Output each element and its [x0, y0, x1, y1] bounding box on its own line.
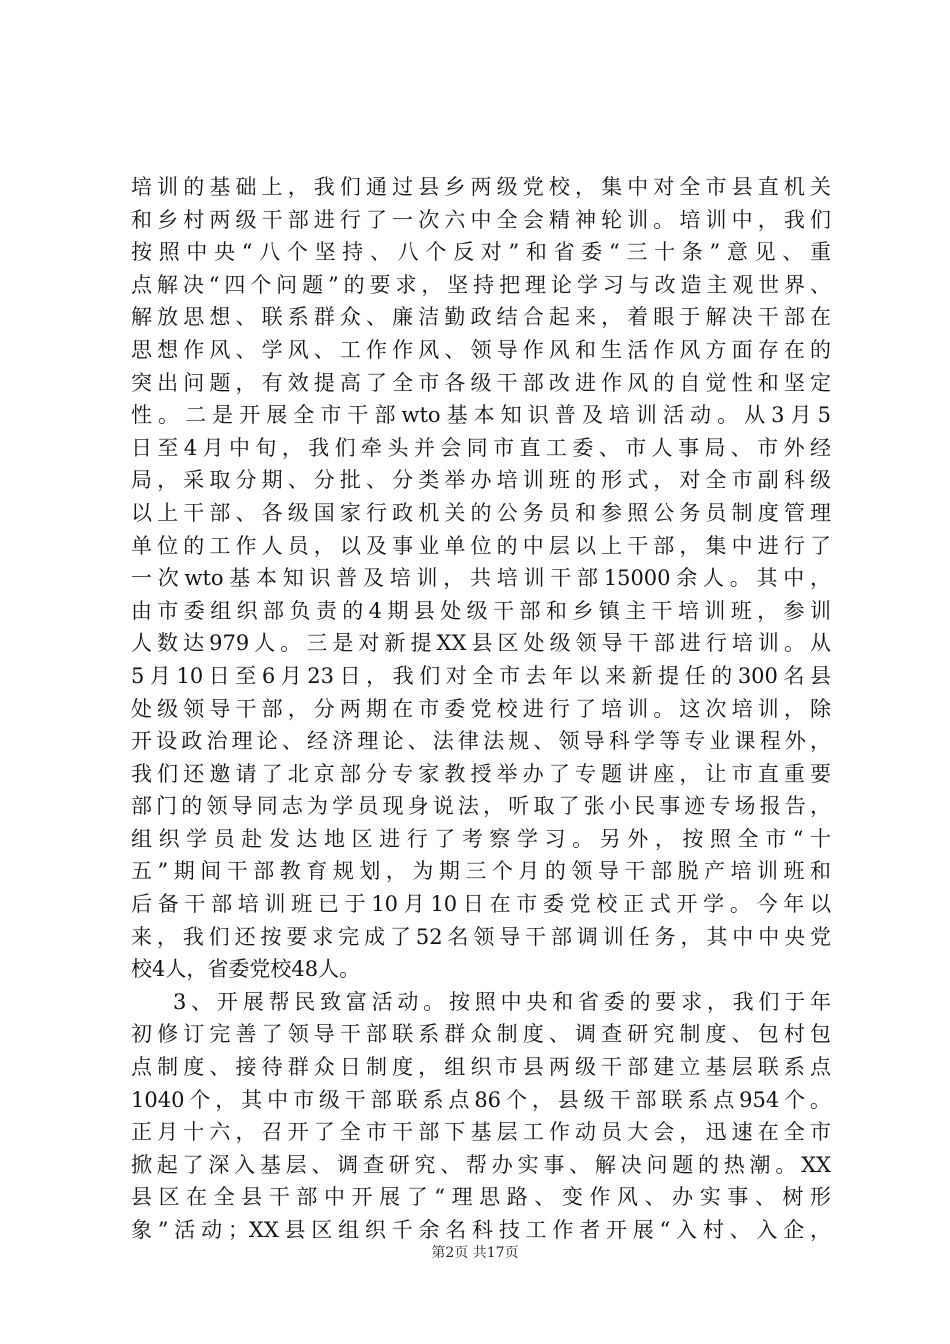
text-line: 点制度、接待群众日制度，组织市县两级干部建立基层联系点	[131, 1055, 831, 1080]
text-line: 1040个，其中市级干部联系点86个，县级干部联系点954个。	[131, 1087, 831, 1112]
text-line: 日至4月中旬，我们牵头并会同市直工委、市人事局、市外经	[131, 435, 831, 460]
text-line: 象”活动；XX县区组织千余名科技工作者开展“入村、入企，	[131, 1218, 831, 1242]
document-body	[131, 171, 831, 1247]
text-line: 5月10日至6月23日，我们对全市去年以来新提任的300名县	[131, 663, 831, 688]
text-line: 突出问题，有效提高了全市各级干部改进作风的自觉性和坚定	[131, 370, 831, 395]
text-line: 正月十六，召开了全市干部下基层工作动员大会，迅速在全市	[131, 1120, 831, 1145]
text-line: 初修订完善了领导干部联系群众制度、调查研究制度、包村包	[131, 1022, 831, 1047]
text-line: 和乡村两级干部进行了一次六中全会精神轮训。培训中，我们	[131, 207, 831, 232]
text-line: 单位的工作人员，以及事业单位的中层以上干部，集中进行了	[131, 533, 831, 558]
text-line: 组织学员赴发达地区进行了考察学习。另外，按照全市“十	[131, 826, 831, 851]
text-line: 来，我们还按要求完成了52名领导干部调训任务，其中中央党	[131, 924, 831, 949]
text-line: 处级领导干部，分两期在市委党校进行了培训。这次培训，除	[131, 696, 831, 721]
text-line: 性。二是开展全市干部wto基本知识普及培训活动。从3月5	[131, 403, 831, 428]
text-line: 掀起了深入基层、调查研究、帮办实事、解决问题的热潮。XX	[131, 1152, 831, 1177]
text-line: 点解决“四个问题”的要求，坚持把理论学习与改造主观世界、	[131, 272, 831, 297]
text-line: 开设政治理论、经济理论、法律法规、领导科学等专业课程外，	[131, 729, 831, 754]
paragraph-end-line: 校4人，省委党校48人。	[131, 957, 361, 982]
text-line: 培训的基础上，我们通过县乡两级党校，集中对全市县直机关	[131, 175, 831, 199]
text-line: 五”期间干部教育规划，为期三个月的领导干部脱产培训班和	[131, 859, 831, 884]
text-line: 以上干部、各级国家行政机关的公务员和参照公务员制度管理	[131, 500, 831, 525]
text-line: 我们还邀请了北京部分专家教授举办了专题讲座，让市直重要	[131, 761, 831, 786]
text-line: 一次wto基本知识普及培训，共培训干部15000余人。其中，	[131, 566, 831, 591]
text-line: 人数达979人。三是对新提XX县区处级领导干部进行培训。从	[131, 631, 831, 656]
text-line: 解放思想、联系群众、廉洁勤政结合起来，着眼于解决干部在	[131, 305, 831, 330]
page-number-footer: 第2页 共17页	[431, 1245, 519, 1261]
text-line: 县区在全县干部中开展了“理思路、变作风、办实事、树形	[131, 1185, 831, 1210]
text-line: 部门的领导同志为学员现身说法，听取了张小民事迹专场报告，	[131, 794, 831, 819]
text-line: 思想作风、学风、工作作风、领导作风和生活作风方面存在的	[131, 337, 831, 362]
text-line: 由市委组织部负责的4期县处级干部和乡镇主干培训班，参训	[131, 598, 831, 623]
paragraph-start-line: 3、开展帮民致富活动。按照中央和省委的要求，我们于年	[173, 989, 831, 1014]
text-line: 按照中央“八个坚持、八个反对”和省委“三十条”意见、重	[131, 240, 831, 265]
text-line: 局，采取分期、分批、分类举办培训班的形式，对全市副科级	[131, 468, 831, 493]
text-line: 后备干部培训班已于10月10日在市委党校正式开学。今年以	[131, 892, 831, 917]
